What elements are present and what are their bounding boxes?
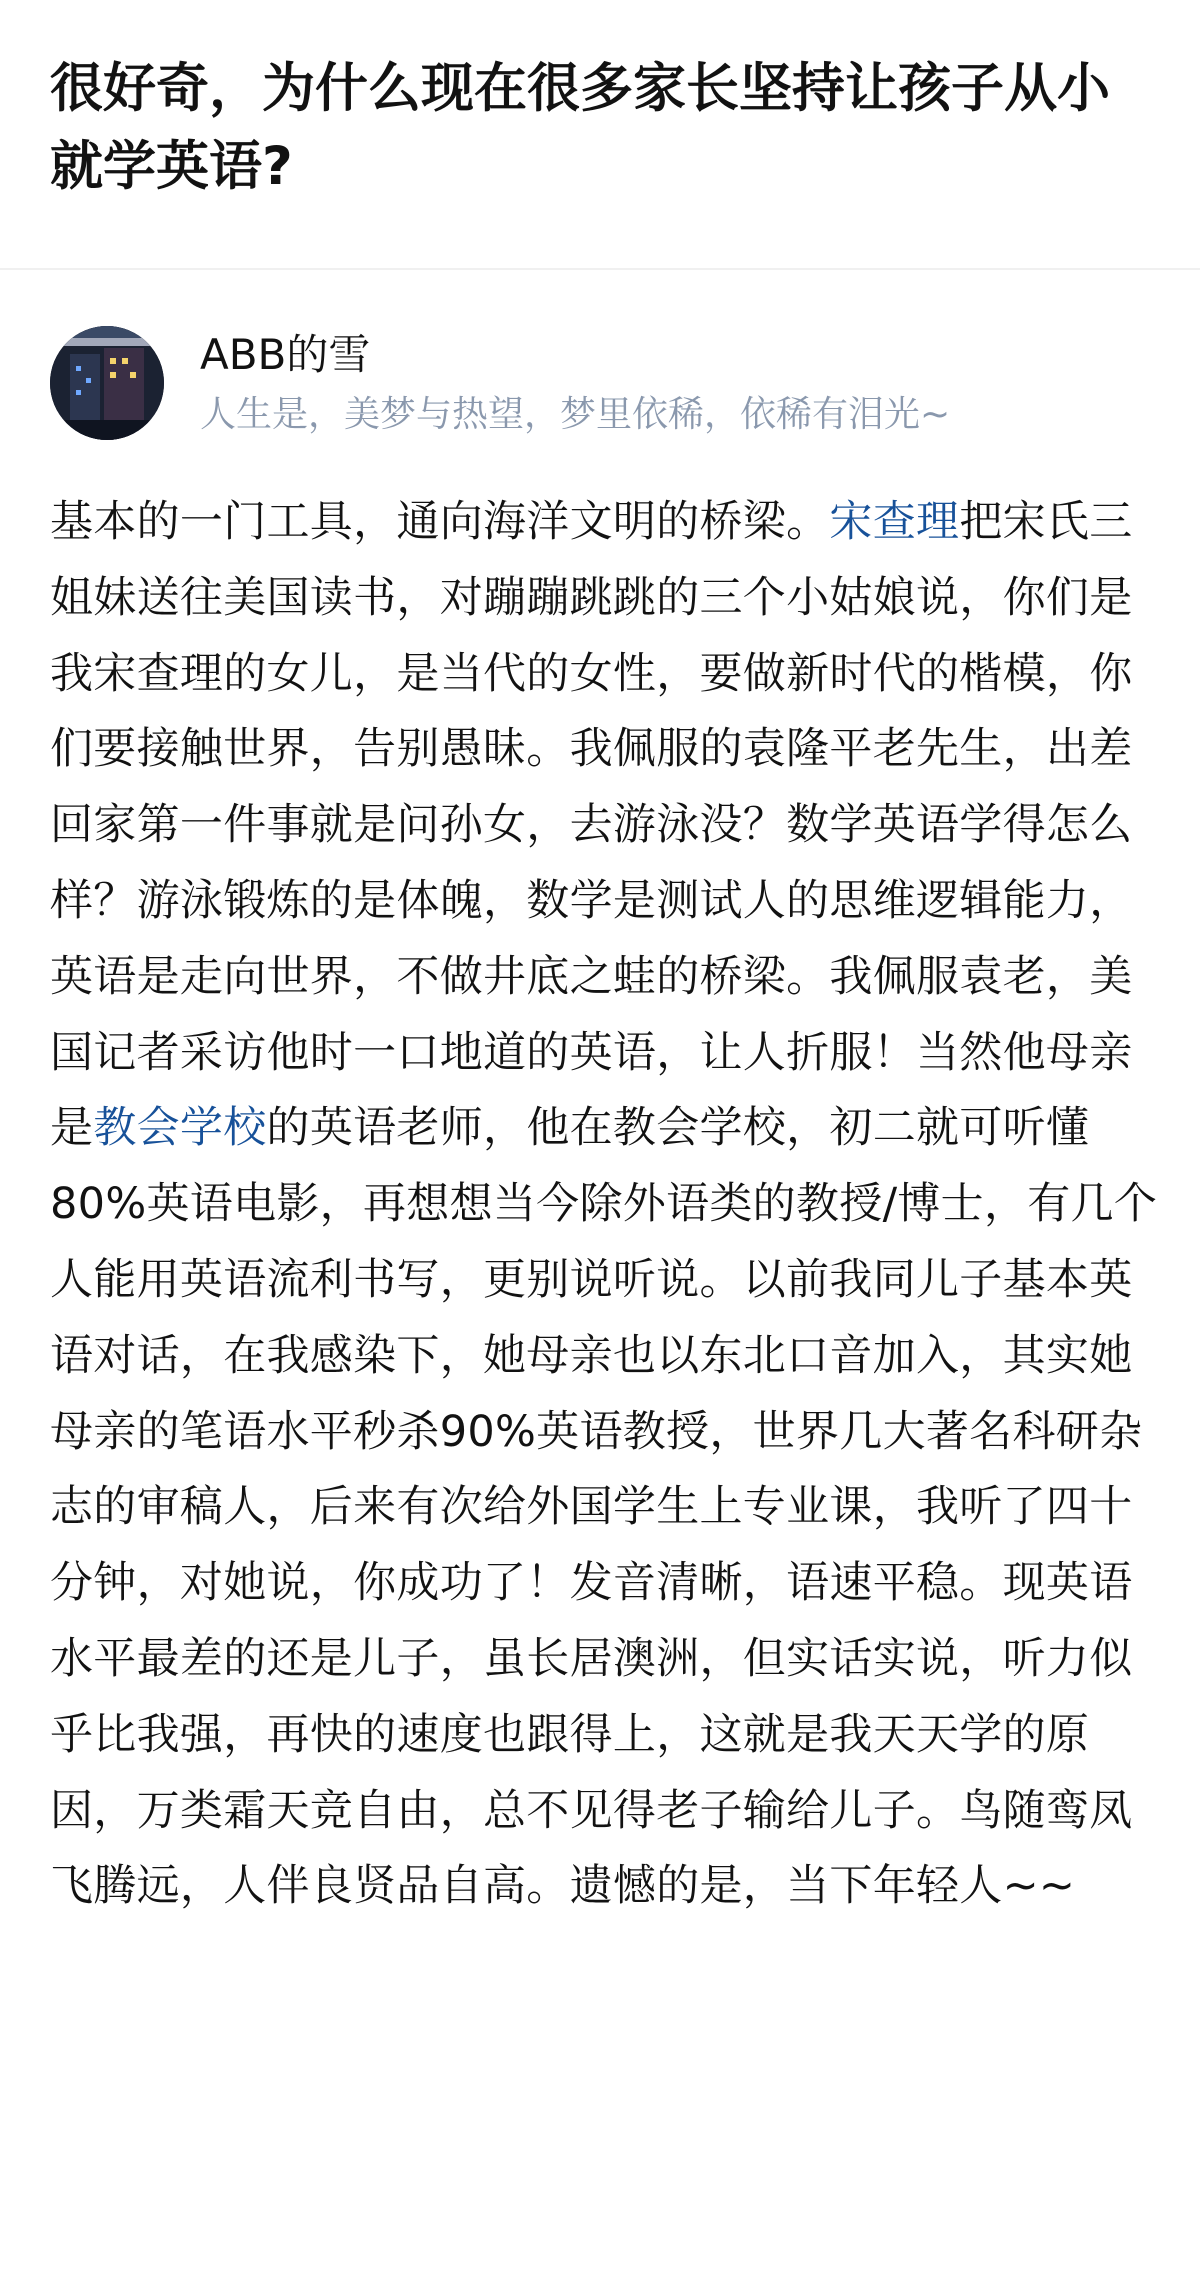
avatar-image-icon: [50, 326, 164, 440]
avatar[interactable]: [50, 326, 164, 440]
link-church-school[interactable]: 教会学校: [93, 1103, 267, 1154]
question-title[interactable]: 很好奇，为什么现在很多家长坚持让孩子从小就学英语?: [50, 58, 1110, 197]
answer-text-3: 的英语老师，他在教会学校，初二就可听懂80%英语电影，再想想当今除外语类的教授/博士，有几个人能用英语流利书写，更别说听说。以前我同儿子基本英语对话，在我感染下，她母亲也以东北口音加入，其实她母亲的笔语水平秒杀90%英语教授，世界几大著名科研杂志的审稿人，后来有次给外国学生上专业课，我听了四十分钟，对她说，你成功了！发音清晰，语速平稳。现英语水平最差的还是儿子，虽长居澳洲，但实话实说，听力似乎比我强，再快的速度也跟得上，这就是我天天学的原因，万类霜天竞自由，总不见得老子输给儿子。鸟随鸾凤飞腾远，人伴良贤品自高。遗憾的是，当下年轻人~~: [50, 1103, 1158, 1912]
question-header: [0, 0, 1200, 270]
answer-content: [50, 485, 1160, 1925]
author-name[interactable]: ABB的雪: [200, 330, 371, 379]
answer-text-2: 把宋氏三姐妹送往美国读书，对蹦蹦跳跳的三个小姑娘说，你们是我宋查理的女儿，是当代的女性，要做新时代的楷模，你们要接触世界，告别愚昧。我佩服的袁隆平老先生，出差回家第一件事就是问孙女，去游泳没？数学英语学得怎么样？游泳锻炼的是体魄，数学是测试人的思维逻辑能力，英语是走向世界，不做井底之蛙的桥梁。我佩服袁老，美国记者采访他时一口地道的英语，让人折服！当然他母亲是: [50, 497, 1133, 1154]
link-song-chali[interactable]: 宋查理: [829, 497, 960, 547]
answer-text-1: 基本的一门工具，通向海洋文明的桥梁。: [50, 497, 830, 547]
author-bio: 人生是，美梦与热望，梦里依稀，依稀有泪光~: [200, 394, 951, 435]
author-info: [50, 323, 1160, 443]
